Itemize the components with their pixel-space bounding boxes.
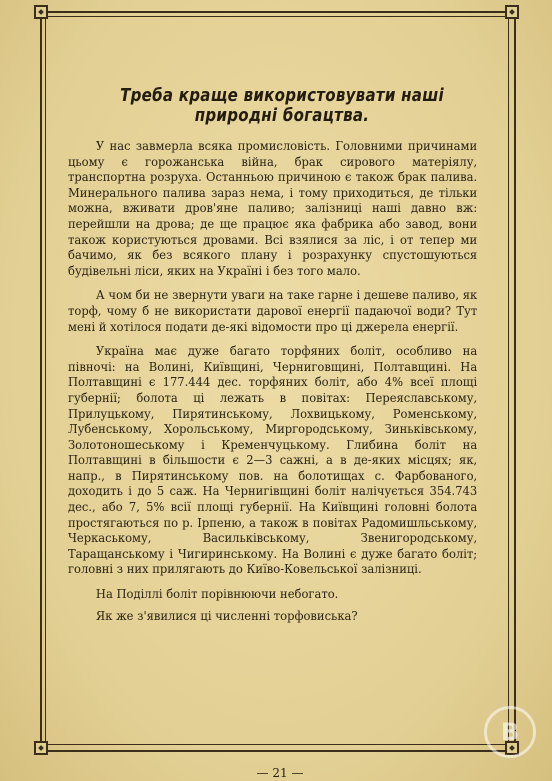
paragraph-1: У нас завмерла всяка промисловість. Головними причинами цьому є горожанська війна, брак сирового матеріялу, транспортна розруха. Останньою причиною є також брак палива. Минерального палива зараз нема, і тому приходиться, де тільки можна, вживати дров'яне паливо; залізниці наші давно вж: перейшли на дрова; де ще працює яка фабрика або завод, вони також користуються дровами. Всі взялися за ліс, і от тепер ми бачимо, як без всякого плану і розрахунку спустошуються будівельні ліси, яких на Україні і без того мало.: [68, 138, 478, 278]
corner-ornament-top-left: [34, 5, 48, 19]
article-body: [68, 138, 477, 632]
corner-ornament-top-right: [505, 5, 519, 19]
paragraph-4: На Поділлі боліт порівнюючи небогато.: [95, 586, 339, 602]
paragraph-5: Як же з'явилися ці численні торфовиська?: [95, 607, 358, 623]
page-number: — 21 —: [256, 766, 304, 780]
library-watermark-logo: В: [484, 706, 536, 758]
paragraph-3: Україна має дуже багато торфяних боліт, особливо на півночі: на Волині, Київщині, Черниговщині, Полтавщині. На Полтавщині є 177.444 дес. торфяних боліт, або 4% всеї площі губернії; болота ці лежать в повітах: Переяславському, Прилуцькому, Пирятинському, Лохвицькому, Роменському, Лубенському, Хорольському, Миргородському, Зиньківському, Золотоношеському і Кременчуцькому. Глибина боліт на Полтавщині в більшости є 2—3 сажні, а в де-яких місцях; як, напр., в Пирятинському пов. на болотищах с. Фарбованого, доходить і до 5 саж. На Чернигівщині боліт налічується 354.743 дес., або 7, 5% всії площі губернії. На Київщині головні болота простягаються по р. Ірпеню, а також в повітах Радомишльському, Черкаському, Васильківському, Звенигородському, Таращанському і Чигиринському. На Волині є дуже багато боліт; головні з них прилягають до Київо-Ковельської залізниці.: [68, 343, 478, 577]
page-title: Треба краще використовувати наші природні богацтва.: [120, 86, 444, 126]
paragraph-2: А чом би не звернути уваги на таке гарне і дешеве паливо, як торф, чому б не використати дарової енергії падаючої води? Тут мені й хотілося подати де-які відомости про ці джерела енергії.: [68, 287, 478, 334]
corner-ornament-bottom-left: [34, 741, 48, 755]
